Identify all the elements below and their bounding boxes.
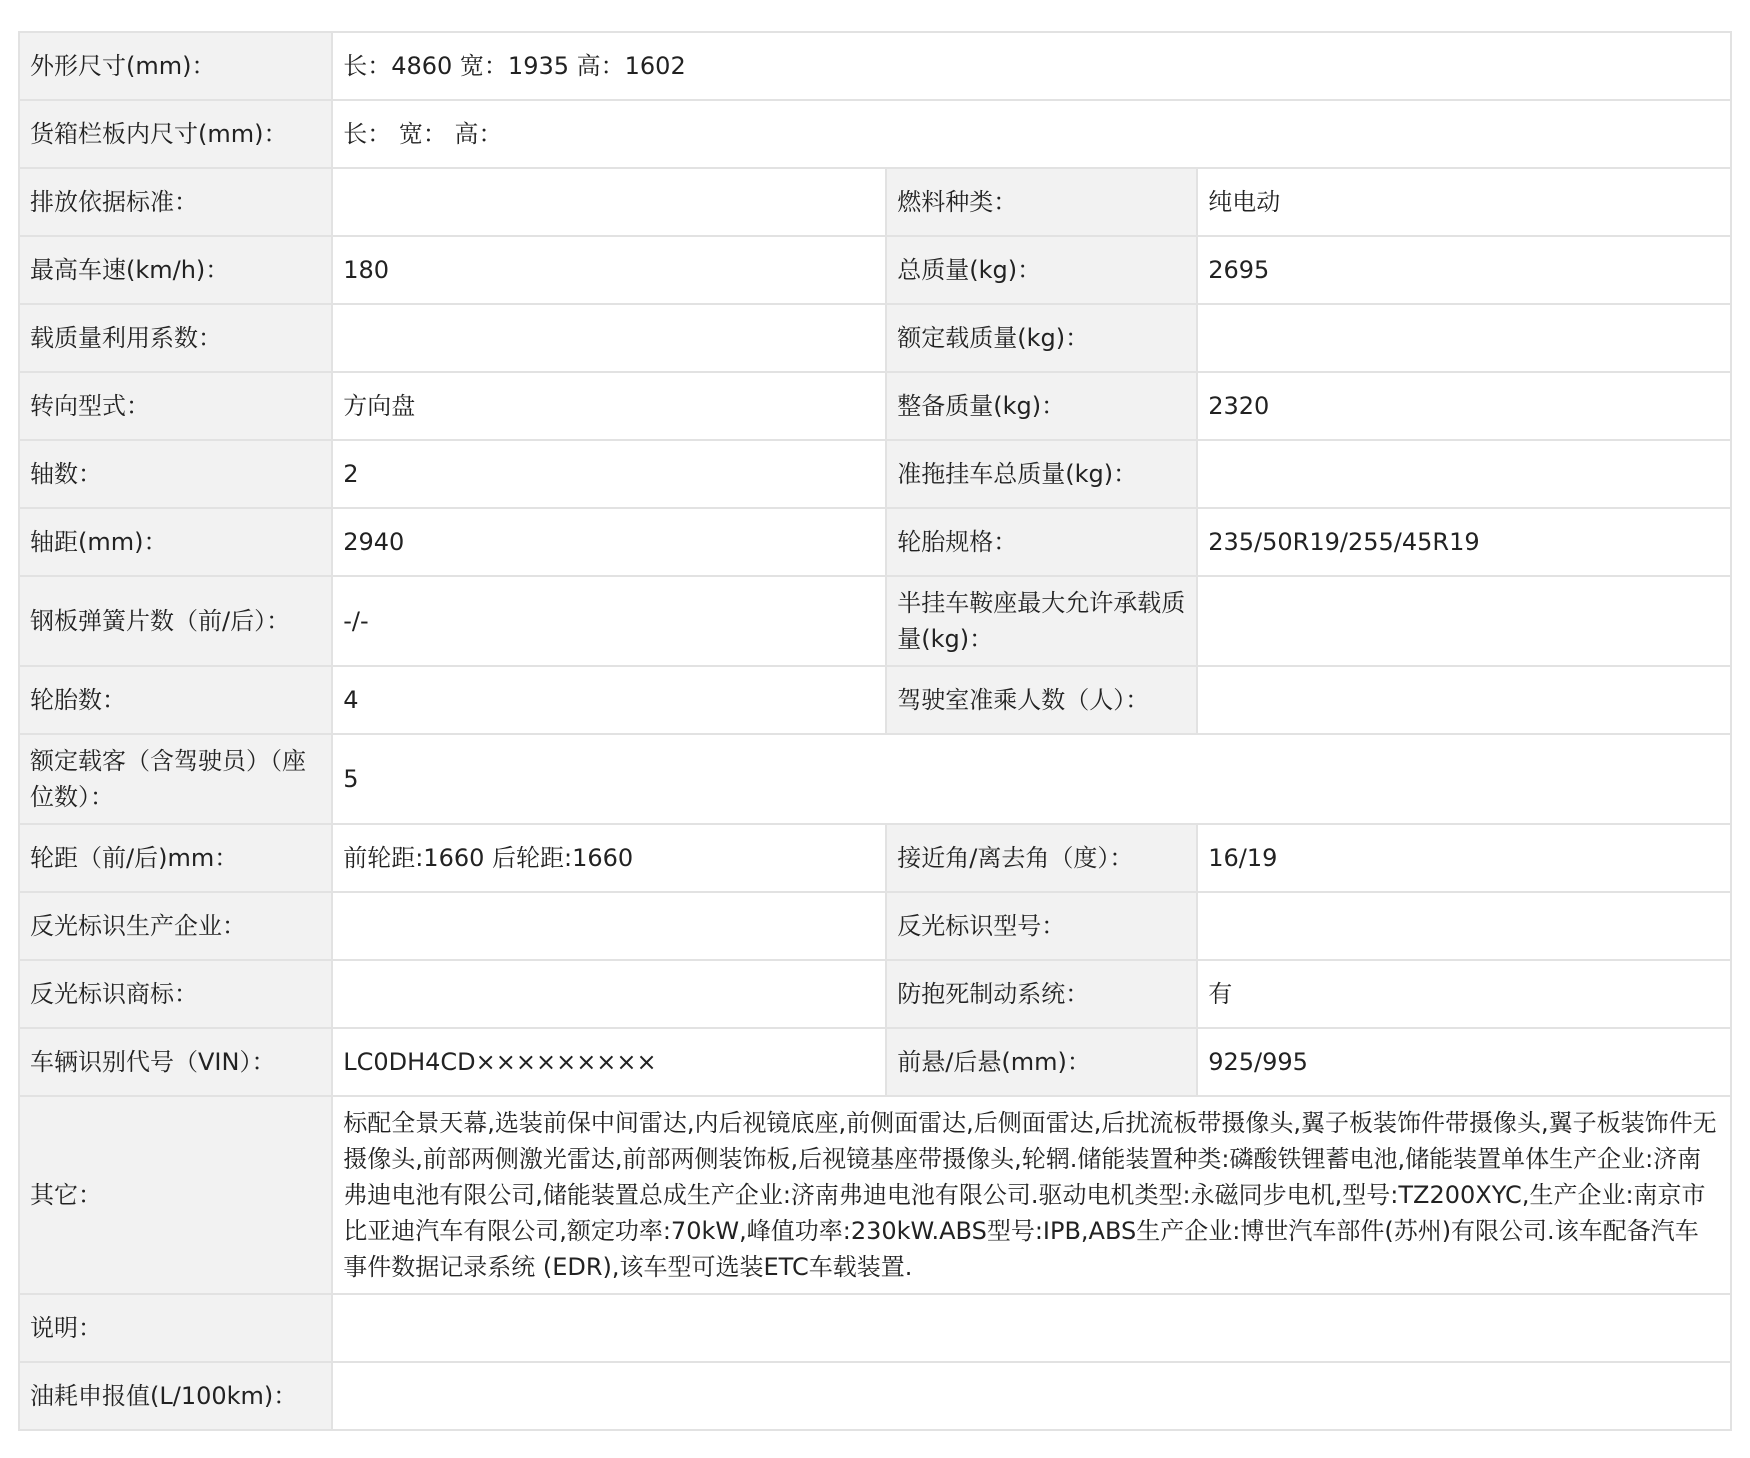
label-wheelbase: 轴距(mm)：: [19, 508, 332, 576]
label-vin: 车辆识别代号（VIN）：: [19, 1028, 332, 1096]
label-tire-spec: 轮胎规格：: [886, 508, 1197, 576]
row-axles-trailer: [19, 440, 1731, 508]
value-exterior-dimensions: 长：4860 宽：1935 高：1602: [332, 32, 1731, 100]
value-reflector-maker: [332, 892, 886, 960]
label-axle-count: 轴数：: [19, 440, 332, 508]
value-vin: LC0DH4CD×××××××××: [332, 1028, 886, 1096]
value-steering-type: 方向盘: [332, 372, 886, 440]
label-curb-mass: 整备质量(kg)：: [886, 372, 1197, 440]
row-remarks: [19, 1294, 1731, 1362]
label-total-mass: 总质量(kg)：: [886, 236, 1197, 304]
row-other: [19, 1096, 1731, 1294]
row-tires-cab: [19, 666, 1731, 734]
value-cab-occupants: [1197, 666, 1731, 734]
label-reflector-model: 反光标识型号：: [886, 892, 1197, 960]
row-steering-curb: [19, 372, 1731, 440]
vehicle-spec-table: [18, 31, 1732, 1431]
value-trailer-mass: [1197, 440, 1731, 508]
value-other: 标配全景天幕,选装前保中间雷达,内后视镜底座,前侧面雷达,后侧面雷达,后扰流板带摄像头,翼子板装饰件带摄像头,翼子板装饰件无摄像头,前部两侧激光雷达,前部两侧装饰板,后视镜基座带摄像头,轮辋.储能装置种类:磷酸铁锂蓄电池,储能装置单体生产企业:济南弗迪电池有限公司,储能装置总成生产企业:济南弗迪电池有限公司.驱动电机类型:永磁同步电机,型号:TZ200XYC,生产企业:南京市比亚迪汽车有限公司,额定功率:70kW,峰值功率:230kW.ABS型号:IPB,ABS生产企业:博世汽车部件(苏州)有限公司.该车配备汽车事件数据记录系统 (EDR),该车型可选装ETC车载装置.: [332, 1096, 1731, 1294]
value-curb-mass: 2320: [1197, 372, 1731, 440]
value-fuel-consumption: [332, 1362, 1731, 1430]
label-max-speed: 最高车速(km/h)：: [19, 236, 332, 304]
value-cargo-box-dimensions: 长： 宽： 高：: [332, 100, 1731, 168]
label-rated-passengers: 额定载客（含驾驶员）（座位数）：: [19, 734, 332, 824]
label-trailer-mass: 准拖挂车总质量(kg)：: [886, 440, 1197, 508]
label-reflector-maker: 反光标识生产企业：: [19, 892, 332, 960]
label-other: 其它：: [19, 1096, 332, 1294]
value-fuel-type: 纯电动: [1197, 168, 1731, 236]
row-speed-mass: [19, 236, 1731, 304]
row-wheelbase-tire: [19, 508, 1731, 576]
row-fuel-consumption: [19, 1362, 1731, 1430]
label-cab-occupants: 驾驶室准乘人数（人）：: [886, 666, 1197, 734]
value-saddle-load: [1197, 576, 1731, 666]
row-cargo-box-dimensions: [19, 100, 1731, 168]
row-reflector-brand-abs: [19, 960, 1731, 1028]
value-leaf-springs: -/-: [332, 576, 886, 666]
label-exterior-dimensions: 外形尺寸(mm)：: [19, 32, 332, 100]
value-approach-departure: 16/19: [1197, 824, 1731, 892]
row-exterior-dimensions: [19, 32, 1731, 100]
label-tire-count: 轮胎数：: [19, 666, 332, 734]
label-saddle-load: 半挂车鞍座最大允许承载质量(kg)：: [886, 576, 1197, 666]
label-track-width: 轮距（前/后)mm：: [19, 824, 332, 892]
value-rated-load: [1197, 304, 1731, 372]
row-track-angles: [19, 824, 1731, 892]
value-max-speed: 180: [332, 236, 886, 304]
label-abs-system: 防抱死制动系统：: [886, 960, 1197, 1028]
value-axle-count: 2: [332, 440, 886, 508]
value-total-mass: 2695: [1197, 236, 1731, 304]
label-load-utilization: 载质量利用系数：: [19, 304, 332, 372]
row-load-utilization: [19, 304, 1731, 372]
label-approach-departure: 接近角/离去角（度）：: [886, 824, 1197, 892]
row-vin-overhang: [19, 1028, 1731, 1096]
label-overhang: 前悬/后悬(mm)：: [886, 1028, 1197, 1096]
value-tire-count: 4: [332, 666, 886, 734]
value-remarks: [332, 1294, 1731, 1362]
value-wheelbase: 2940: [332, 508, 886, 576]
value-rated-passengers: 5: [332, 734, 1731, 824]
label-reflector-brand: 反光标识商标：: [19, 960, 332, 1028]
value-load-utilization: [332, 304, 886, 372]
label-fuel-consumption: 油耗申报值(L/100km)：: [19, 1362, 332, 1430]
label-cargo-box-dimensions: 货箱栏板内尺寸(mm)：: [19, 100, 332, 168]
value-reflector-model: [1197, 892, 1731, 960]
label-leaf-springs: 钢板弹簧片数（前/后）：: [19, 576, 332, 666]
value-abs-system: 有: [1197, 960, 1731, 1028]
row-emission-fuel: [19, 168, 1731, 236]
row-rated-passengers: [19, 734, 1731, 824]
value-track-width: 前轮距:1660 后轮距:1660: [332, 824, 886, 892]
value-reflector-brand: [332, 960, 886, 1028]
value-overhang: 925/995: [1197, 1028, 1731, 1096]
label-remarks: 说明：: [19, 1294, 332, 1362]
value-tire-spec: 235/50R19/255/45R19: [1197, 508, 1731, 576]
label-rated-load: 额定载质量(kg)：: [886, 304, 1197, 372]
label-fuel-type: 燃料种类：: [886, 168, 1197, 236]
row-springs-saddle: [19, 576, 1731, 666]
label-emission-standard: 排放依据标准：: [19, 168, 332, 236]
label-steering-type: 转向型式：: [19, 372, 332, 440]
row-reflector-maker-model: [19, 892, 1731, 960]
value-emission-standard: [332, 168, 886, 236]
